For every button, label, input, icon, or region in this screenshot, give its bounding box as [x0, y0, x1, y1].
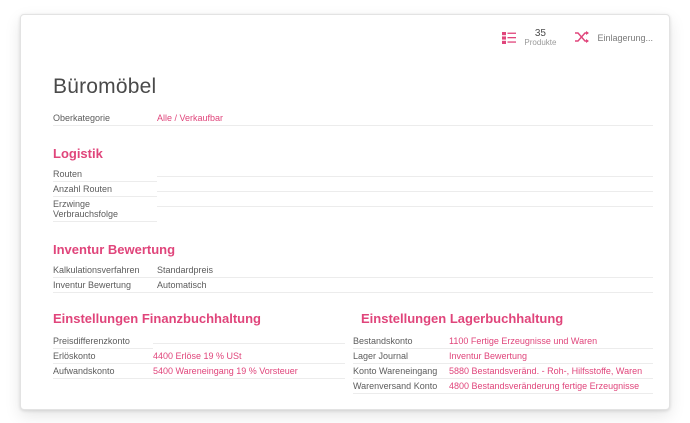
card-body	[21, 61, 669, 409]
einlagerung-label: Einlagerung...	[597, 33, 653, 43]
field-label: Preisdifferenzkonto	[53, 336, 153, 349]
field-value-warenversand-konto[interactable]: 4800 Bestandsveränderung fertige Erzeugnisse	[449, 381, 653, 394]
field-label: Kalkulationsverfahren	[53, 265, 157, 278]
section-title-logistik: Logistik	[53, 146, 103, 161]
field-bestandskonto	[353, 336, 653, 349]
field-label: Erzwinge Verbrauchsfolge	[53, 199, 157, 222]
field-inventur-bewertung	[53, 280, 653, 293]
field-value-erzwinge-verbrauchsfolge[interactable]	[157, 204, 653, 207]
field-oberkategorie	[53, 113, 653, 126]
field-warenversand-konto	[353, 381, 653, 394]
field-value-lager-journal[interactable]: Inventur Bewertung	[449, 351, 653, 364]
field-routen	[53, 169, 653, 182]
field-preisdifferenzkonto	[53, 336, 345, 349]
field-konto-wareneingang	[353, 366, 653, 379]
field-erzwinge-verbrauchsfolge	[53, 199, 653, 222]
field-lager-journal	[353, 351, 653, 364]
field-value-kalkulationsverfahren[interactable]: Standardpreis	[157, 265, 653, 278]
field-label: Oberkategorie	[53, 113, 157, 126]
field-aufwandskonto	[53, 366, 345, 379]
field-label: Bestandskonto	[353, 336, 449, 349]
field-value-konto-wareneingang[interactable]: 5880 Bestandsveränd. - Roh-, Hilfsstoffe, Waren	[449, 366, 653, 379]
product-category-card	[20, 14, 670, 410]
field-erloeskonto	[53, 351, 345, 364]
section-title-inventur-bewertung: Inventur Bewertung	[53, 242, 176, 257]
field-label: Routen	[53, 169, 157, 182]
section-title-lagerbuchhaltung: Einstellungen Lagerbuchhaltung	[361, 311, 564, 326]
produkte-stat-button[interactable]	[493, 25, 568, 52]
field-value-anzahl-routen[interactable]	[157, 189, 653, 192]
produkte-label: Produkte	[524, 38, 557, 48]
field-value-routen[interactable]	[157, 174, 653, 177]
field-label: Konto Wareneingang	[353, 366, 449, 379]
column-lagerbuchhaltung	[345, 311, 653, 396]
column-finanzbuchhaltung	[37, 311, 345, 396]
field-anzahl-routen	[53, 184, 653, 197]
produkte-count: 35	[534, 27, 546, 39]
field-label: Anzahl Routen	[53, 184, 157, 197]
field-value-bestandskonto[interactable]: 1100 Fertige Erzeugnisse und Waren	[449, 336, 653, 349]
field-label: Lager Journal	[353, 351, 449, 364]
field-label: Aufwandskonto	[53, 366, 153, 379]
list-icon	[501, 30, 517, 46]
field-value-oberkategorie[interactable]: Alle / Verkaufbar	[157, 113, 653, 126]
field-kalkulationsverfahren	[53, 265, 653, 278]
section-title-finanzbuchhaltung: Einstellungen Finanzbuchhaltung	[53, 311, 261, 326]
field-value-aufwandskonto[interactable]: 5400 Wareneingang 19 % Vorsteuer	[153, 366, 345, 379]
produkte-stat-texts	[524, 29, 556, 48]
einlagerung-action-button[interactable]	[568, 25, 659, 52]
field-label: Erlöskonto	[53, 351, 153, 364]
field-value-erloeskonto[interactable]: 4400 Erlöse 19 % USt	[153, 351, 345, 364]
shuffle-icon	[574, 29, 590, 48]
field-value-preisdifferenzkonto[interactable]	[153, 341, 345, 344]
field-value-inventur-bewertung[interactable]: Automatisch	[157, 280, 653, 293]
settings-columns	[37, 311, 653, 396]
card-toolbar	[493, 15, 669, 61]
field-label: Warenversand Konto	[353, 381, 449, 394]
page-title: Büromöbel	[53, 75, 157, 98]
field-label: Inventur Bewertung	[53, 280, 157, 293]
